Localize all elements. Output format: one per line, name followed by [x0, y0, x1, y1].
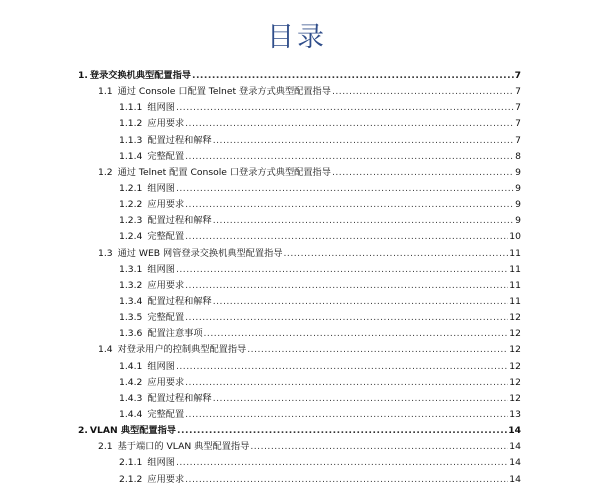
toc-entry[interactable] [78, 326, 521, 342]
toc-entry-title: 配置过程和解释 [147, 392, 212, 404]
toc-entry-page: 7 [514, 70, 521, 81]
toc-entry-title: 应用要求 [147, 279, 185, 291]
toc-entry-page: 7 [515, 86, 521, 98]
toc-entry-number: 1.1 [98, 86, 113, 98]
toc-entry-page: 14 [509, 457, 521, 469]
toc-entry-number: 1.4.1 [119, 360, 143, 372]
toc-entry[interactable] [78, 165, 521, 181]
toc-entry[interactable] [78, 133, 521, 149]
toc-entry-page: 14 [509, 441, 521, 453]
toc-entry-number: 1. [78, 70, 88, 81]
toc-entry-number: 1.3.6 [119, 328, 143, 340]
toc-entry[interactable] [78, 229, 521, 245]
toc-entry-number: 2. [78, 425, 88, 437]
toc-entry-title: 应用要求 [147, 118, 185, 130]
toc-entry[interactable] [78, 342, 521, 358]
toc-leader-dots [176, 455, 508, 471]
toc-entry-number: 1.1.3 [119, 134, 143, 146]
toc-leader-dots [332, 165, 514, 181]
toc-entry[interactable] [78, 100, 521, 116]
toc-entry[interactable] [78, 439, 521, 455]
toc-leader-dots [213, 213, 514, 229]
toc-entry-number: 1.3 [98, 247, 113, 259]
toc-entry-page: 11 [509, 279, 521, 291]
toc-leader-dots [213, 391, 509, 407]
toc-leader-dots [185, 229, 508, 245]
toc-leader-dots [185, 116, 514, 132]
toc-leader-dots [192, 68, 514, 84]
toc-leader-dots [213, 294, 509, 310]
toc-entry-number: 1.3.4 [119, 295, 143, 307]
toc-entry[interactable] [78, 84, 521, 100]
toc-entry-number: 1.2.2 [119, 199, 143, 211]
toc-entry-title: 应用要求 [147, 473, 185, 485]
toc-entry[interactable] [78, 213, 521, 229]
toc-leader-dots [185, 197, 514, 213]
toc-leader-dots [283, 246, 508, 262]
toc-entry-number: 1.4.4 [119, 408, 143, 420]
toc-entry-page: 12 [509, 392, 521, 404]
toc-leader-dots [247, 342, 508, 358]
toc-entry-number: 2.1.1 [119, 457, 143, 469]
toc-entry-number: 1.4.2 [119, 376, 143, 388]
toc-entry-page: 7 [515, 118, 521, 130]
toc-entry-number: 1.2 [98, 166, 113, 178]
toc-entry[interactable] [78, 197, 521, 213]
toc-entry-title: 组网图 [147, 457, 175, 469]
toc-entry-page: 14 [509, 473, 521, 485]
toc-entry-title: 登录交换机典型配置指导 [89, 70, 191, 81]
toc-entry-title: 应用要求 [147, 199, 185, 211]
toc-entry-title: 通过 WEB 网管登录交换机典型配置指导 [117, 247, 283, 259]
toc-leader-dots [185, 375, 508, 391]
toc-entry-page: 9 [515, 182, 521, 194]
toc-entry[interactable] [78, 294, 521, 310]
toc-leader-dots [176, 181, 514, 197]
toc-entry-page: 9 [515, 199, 521, 211]
toc-leader-dots [332, 84, 514, 100]
toc-entry[interactable] [78, 407, 521, 423]
toc-entry-title: 通过 Telnet 配置 Console 口登录方式典型配置指导 [117, 166, 331, 178]
toc-entry-title: 组网图 [147, 360, 175, 372]
toc-entry-number: 1.2.3 [119, 215, 143, 227]
toc-entry-number: 1.1.4 [119, 150, 143, 162]
toc-entry-page: 12 [509, 344, 521, 356]
toc-leader-dots [213, 133, 514, 149]
toc-leader-dots [176, 262, 508, 278]
toc-entry-title: 基于端口的 VLAN 典型配置指导 [117, 441, 250, 453]
toc-entry-number: 1.1.1 [119, 102, 143, 114]
toc-entry-number: 1.2.4 [119, 231, 143, 243]
page-title: 目录 [267, 22, 327, 53]
toc-entry[interactable] [78, 359, 521, 375]
toc-entry-title: 通过 Console 口配置 Telnet 登录方式典型配置指导 [117, 86, 331, 98]
toc-entry[interactable] [78, 246, 521, 262]
toc-entry[interactable] [78, 391, 521, 407]
toc-entry-number: 2.1.2 [119, 473, 143, 485]
toc-entry-title: VLAN 典型配置指导 [89, 425, 176, 437]
toc-leader-dots [250, 439, 508, 455]
toc-leader-dots [185, 149, 514, 165]
toc-entry-number: 1.3.5 [119, 312, 143, 324]
toc-leader-dots [176, 100, 514, 116]
toc-leader-dots [185, 472, 508, 488]
toc-entry-title: 组网图 [147, 263, 175, 275]
toc-entry-page: 7 [515, 102, 521, 114]
toc-entry-page: 7 [515, 134, 521, 146]
toc-entry-title: 完整配置 [147, 312, 185, 324]
toc-entry[interactable] [78, 149, 521, 165]
toc-entry-title: 配置过程和解释 [147, 134, 212, 146]
toc-entry-number: 1.3.1 [119, 263, 143, 275]
toc-entry-number: 1.4.3 [119, 392, 143, 404]
toc-entry[interactable] [78, 278, 521, 294]
toc-entry-title: 对登录用户的控制典型配置指导 [117, 344, 247, 356]
toc-entry-page: 13 [509, 408, 521, 420]
toc-entry-page: 11 [509, 263, 521, 275]
toc-entry-page: 11 [509, 295, 521, 307]
toc-leader-dots [185, 407, 508, 423]
toc-leader-dots [177, 423, 507, 439]
toc-leader-dots [204, 326, 509, 342]
toc-entry-page: 10 [509, 231, 521, 243]
toc-entry-page: 12 [509, 328, 521, 340]
toc-entry-page: 11 [509, 247, 521, 259]
table-of-contents [78, 68, 521, 488]
toc-entry-page: 14 [508, 425, 521, 437]
toc-entry-title: 完整配置 [147, 150, 185, 162]
toc-entry-page: 9 [515, 166, 521, 178]
toc-entry-title: 完整配置 [147, 231, 185, 243]
toc-entry[interactable] [78, 68, 521, 84]
toc-entry-title: 配置过程和解释 [147, 295, 212, 307]
toc-entry[interactable] [78, 310, 521, 326]
toc-entry-page: 12 [509, 360, 521, 372]
toc-entry[interactable] [78, 423, 521, 439]
toc-entry-number: 1.2.1 [119, 182, 143, 194]
toc-entry-page: 8 [515, 150, 521, 162]
toc-entry-page: 12 [509, 312, 521, 324]
toc-entry-page: 9 [515, 215, 521, 227]
toc-entry-page: 12 [509, 376, 521, 388]
toc-entry[interactable] [78, 455, 521, 471]
toc-entry-title: 组网图 [147, 182, 175, 194]
toc-leader-dots [185, 278, 508, 294]
toc-entry-title: 配置注意事项 [147, 328, 203, 340]
toc-entry-number: 1.4 [98, 344, 113, 356]
toc-entry-number: 2.1 [98, 441, 113, 453]
toc-entry[interactable] [78, 181, 521, 197]
toc-entry[interactable] [78, 116, 521, 132]
toc-entry-number: 1.1.2 [119, 118, 143, 130]
toc-entry-title: 配置过程和解释 [147, 215, 212, 227]
toc-leader-dots [176, 359, 508, 375]
toc-entry[interactable] [78, 262, 521, 278]
toc-entry-number: 1.3.2 [119, 279, 143, 291]
toc-entry-title: 完整配置 [147, 408, 185, 420]
toc-entry[interactable] [78, 472, 521, 488]
toc-entry-title: 应用要求 [147, 376, 185, 388]
toc-entry[interactable] [78, 375, 521, 391]
toc-leader-dots [185, 310, 508, 326]
toc-entry-title: 组网图 [147, 102, 175, 114]
